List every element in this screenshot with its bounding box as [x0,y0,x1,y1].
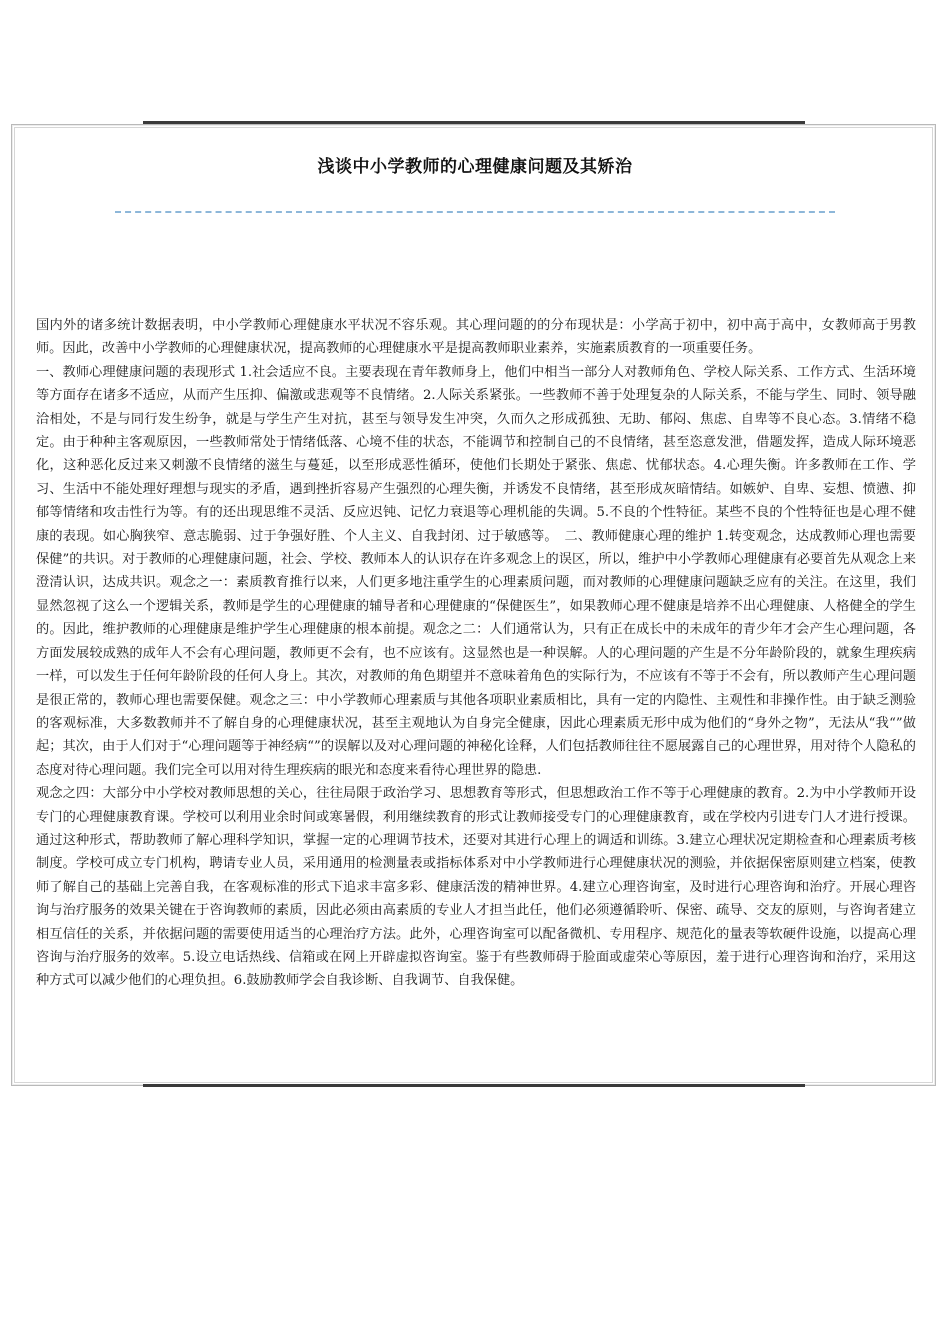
article-body [36,314,916,993]
bottom-divider [143,1084,805,1087]
paragraph-intro: 国内外的诸多统计数据表明，中小学教师心理健康水平状况不容乐观。其心理问题的的分布现状是：小学高于初中，初中高于高中，女教师高于男教师。因此，改善中小学教师的心理健康状况，提高教师的心理健康水平是提高教师职业素养，实施素质教育的一项重要任务。 [36,318,916,357]
paragraph-conclusion: 观念之四：大部分中小学校对教师思想的关心，往往局限于政治学习、思想教育等形式，但思想政治工作不等于心理健康的教育。2.为中小学教师开设专门的心理健康教育课。学校可以利用业余时间或寒暑假，利用继续教育的形式让教师接受专门的心理健康教育，或在学校内引进专门人才进行授课。通过这种形式，帮助教师了解心理科学知识，掌握一定的心理调节技术，还要对其进行心理上的调适和训练。3.建立心理状况定期检查和心理素质考核制度。学校可成立专门机构，聘请专业人员，采用通用的检测量表或指标体系对中小学教师进行心理健康状况的测验，并依据保密原则建立档案，使教师了解自己的基础上完善自我，在客观标准的形式下追求丰富多彩、健康活泼的精神世界。4.建立心理咨询室，及时进行心理咨询和治疗。开展心理咨询与治疗服务的效果关键在于咨询教师的素质，因此必须由高素质的专业人才担当此任，他们必须遵循聆听、保密、疏导、交友的原则，与咨询者建立相互信任的关系，并依据问题的需要使用适当的心理治疗方法。此外，心理咨询室可以配备微机、专用程序、规范化的量表等软硬件设施，以提高心理咨询与治疗服务的效率。5.设立电话热线、信箱或在网上开辟虚拟咨询室。鉴于有些教师碍于脸面或虚荣心等原因，羞于进行心理咨询和治疗，采用这种方式可以减少他们的心理负担。6.鼓励教师学会自我诊断、自我调节、自我保健。 [36,786,916,989]
top-divider [143,121,805,124]
document-title: 浅谈中小学教师的心理健康问题及其矫治 [317,157,633,177]
paragraph-main: 一、教师心理健康问题的表现形式 1.社会适应不良。主要表现在青年教师身上，他们中相当一部分人对教师角色、学校人际关系、工作方式、生活环境等方面存在诸多不适应，从而产生压抑、偏激或悲观等不良情绪。2.人际关系紧张。一些教师不善于处理复杂的人际关系，不能与学生、同时、领导融洽相处，不是与同行发生纷争，就是与学生产生对抗，甚至与领导发生冲突，久而久之形成孤独、无助、郁闷、焦虑、自卑等不良心态。3.情绪不稳定。由于种种主客观原因，一些教师常处于情绪低落、心境不佳的状态，不能调节和控制自己的不良情绪，甚至恣意发泄，借题发挥，造成人际环境恶化，这种恶化反过来又刺激不良情绪的滋生与蔓延，以至形成恶性循环，使他们长期处于紧张、焦虑、忧郁状态。4.心理失衡。许多教师在工作、学习、生活中不能处理好理想与现实的矛盾，遇到挫折容易产生强烈的心理失衡，并诱发不良情绪，甚至形成灰暗情结。如嫉妒、自卑、妄想、愤懑、抑郁等情绪和攻击性行为等。有的还出现思维不灵活、反应迟钝、记忆力衰退等心理机能的失调。5.不良的个性特征。某些不良的个性特征也是心理不健康的表现。如心胸狭窄、意志脆弱、过于争强好胜、个人主义、自我封闭、过于敏感等。 二、教师健康心理的维护 1.转变观念，达成教师心理也需要保健”的共识。对于教师的心理健康问题，社会、学校、教师本人的认识存在许多观念上的误区，所以，维护中小学教师心理健康有必要首先从观念上来澄清认识，达成共识。观念之一：素质教育推行以来，人们更多地注重学生的心理素质问题，而对教师的心理健康问题缺乏应有的关注。在这里，我们显然忽视了这么一个逻辑关系，教师是学生的心理健康的辅导者和心理健康的“保健医生”，如果教师心理不健康是培养不出心理健康、人格健全的学生的。因此，维护教师的心理健康是维护学生心理健康的根本前提。观念之二：人们通常认为，只有正在成长中的未成年的青少年才会产生心理问题，各方面发展较成熟的成年人不会有心理问题，教师更不会有，也不应该有。这显然也是一种误解。人的心理问题的产生是不分年龄阶段的，就象生理疾病一样，可以发生于任何年龄阶段的任何人身上。其次，对教师的角色期望并不意味着角色的实际行为，不应该有不等于不会有，所以教师产生心理问题是很正常的，教师心理也需要保健。观念之三：中小学教师心理素质与其他各项职业素质相比，具有一定的内隐性、主观性和非操作性。由于缺乏测验的客观标准，大多数教师并不了解自身的心理健康状况，甚至主观地认为自身完全健康，因此心理素质无形中成为他们的“身外之物”，无法从“我“”做起；其次，由于人们对于“心理问题等于神经病“”的误解以及对心理问题的神秘化诠释，人们包括教师往往不愿展露自己的心理世界，用对待个人隐私的态度对待心理问题。我们完全可以用对待生理疾病的眼光和态度来看待心理世界的隐患. [36,364,916,778]
title-dashed-divider [115,211,835,213]
